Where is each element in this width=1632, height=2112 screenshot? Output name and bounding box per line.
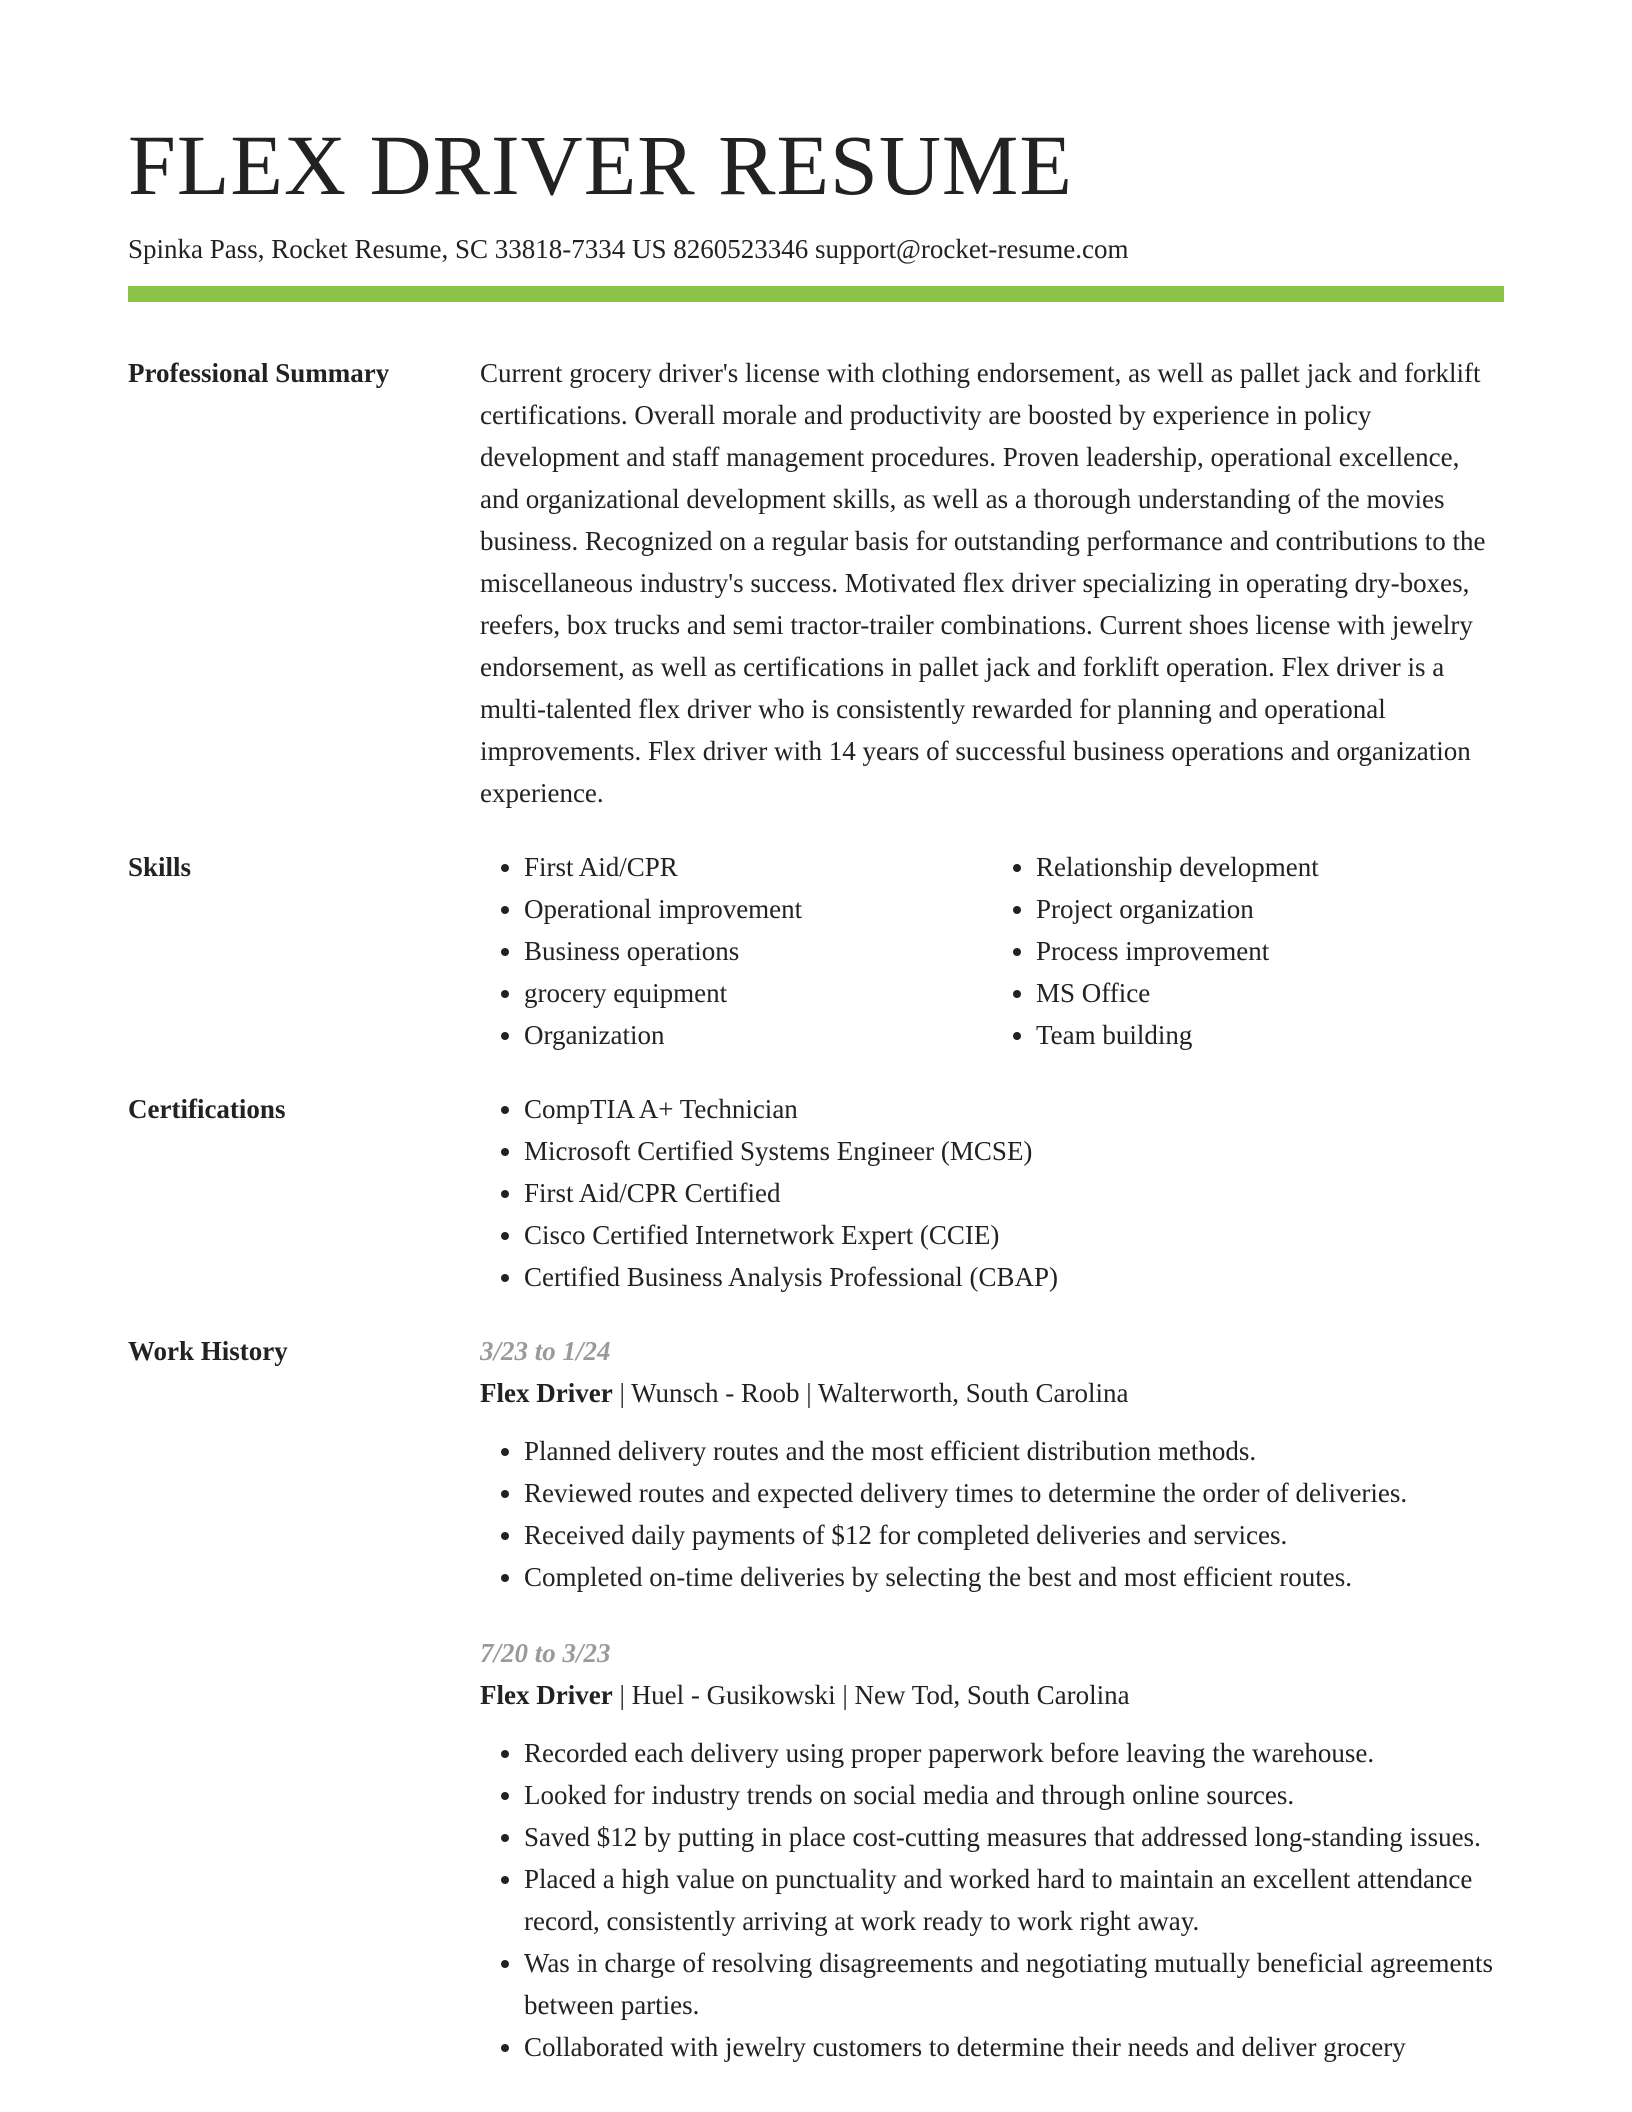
certifications-list xyxy=(480,1088,1504,1298)
certification-item: • Microsoft Certified Systems Engineer (MCSE) xyxy=(524,1130,1504,1172)
summary-text: Current grocery driver's license with clothing endorsement, as well as pallet jack and forklift certifications. Overall morale and productivity are boosted by experience in policy development and staff management procedures. Proven leadership, operational excellence, and organizational development skills, as well as a thorough understanding of the movies business. Recognized on a regular basis for outstanding performance and contributions to the miscellaneous industry's success. Motivated flex driver specializing in operating dry-boxes, reefers, box trucks and semi tractor-trailer combinations. Current shoes license with jewelry endorsement, as well as certifications in pallet jack and forklift operation. Flex driver is a multi-talented flex driver who is consistently rewarded for planning and operational improvements. Flex driver with 14 years of successful business operations and organization experience. xyxy=(480,358,1486,808)
section-professional-summary xyxy=(128,352,1504,814)
section-label-summary: Professional Summary xyxy=(128,358,390,388)
job-bullet: • Placed a high value on punctuality and worked hard to maintain an excellent attendance record, consistently arriving at work ready to work right away. xyxy=(524,1858,1504,1942)
skill-item: • Business operations xyxy=(524,930,992,972)
job-details: | Huel - Gusikowski | New Tod, South Carolina xyxy=(612,1680,1130,1710)
job-bullet: • Collaborated with jewelry customers to determine their needs and deliver grocery xyxy=(524,2026,1504,2068)
job-bullet: • Reviewed routes and expected delivery times to determine the order of deliveries. xyxy=(524,1472,1504,1514)
skills-grid xyxy=(480,846,1504,1056)
section-label-skills: Skills xyxy=(128,852,192,882)
certification-item: • CompTIA A+ Technician xyxy=(524,1088,1504,1130)
certifications-body xyxy=(480,1088,1504,1298)
job-bullet: • Planned delivery routes and the most efficient distribution methods. xyxy=(524,1430,1504,1472)
job-details: | Wunsch - Roob | Walterworth, South Carolina xyxy=(612,1378,1129,1408)
job-bullet: • Received daily payments of $12 for completed deliveries and services. xyxy=(524,1514,1504,1556)
job-title: Flex Driver xyxy=(480,1378,613,1408)
certification-item: • First Aid/CPR Certified xyxy=(524,1172,1504,1214)
job-title: Flex Driver xyxy=(480,1680,613,1710)
section-certifications xyxy=(128,1088,1504,1298)
skill-item: • Operational improvement xyxy=(524,888,992,930)
job-bullet: • Saved $12 by putting in place cost-cutting measures that addressed long-standing issues. xyxy=(524,1816,1504,1858)
job-bullet: • Looked for industry trends on social media and through online sources. xyxy=(524,1774,1504,1816)
section-work-history xyxy=(128,1330,1504,2068)
section-label-certifications: Certifications xyxy=(128,1094,286,1124)
certification-item: • Certified Business Analysis Professional (CBAP) xyxy=(524,1256,1504,1298)
resume-content xyxy=(128,352,1504,2068)
job-dates: 3/23 to 1/24 xyxy=(480,1336,611,1366)
job-bullets xyxy=(480,1732,1504,2068)
certification-item: • Cisco Certified Internetwork Expert (CCIE) xyxy=(524,1214,1504,1256)
job-bullet: • Recorded each delivery using proper paperwork before leaving the warehouse. xyxy=(524,1732,1504,1774)
skills-list-left xyxy=(480,846,992,1056)
skill-item: • Process improvement xyxy=(1036,930,1504,972)
skill-item: • Relationship development xyxy=(1036,846,1504,888)
skill-item: • Organization xyxy=(524,1014,992,1056)
skill-item: • First Aid/CPR xyxy=(524,846,992,888)
skill-item: • grocery equipment xyxy=(524,972,992,1014)
header-divider xyxy=(128,286,1504,302)
work-history-body xyxy=(480,1330,1504,2068)
job-heading xyxy=(480,1674,1504,1716)
skill-item: • Team building xyxy=(1036,1014,1504,1056)
contact-line: Spinka Pass, Rocket Resume, SC 33818-7334 US 8260523346 support@rocket-resume.com xyxy=(128,234,1129,264)
job-dates: 7/20 to 3/23 xyxy=(480,1638,611,1668)
job-bullet: • Completed on-time deliveries by selecting the best and most efficient routes. xyxy=(524,1556,1504,1598)
summary-body xyxy=(480,352,1504,814)
skill-item: • MS Office xyxy=(1036,972,1504,1014)
section-label-work-history: Work History xyxy=(128,1336,288,1366)
job-bullet: • Was in charge of resolving disagreements and negotiating mutually beneficial agreements between parties. xyxy=(524,1942,1504,2026)
job-entry xyxy=(480,1632,1504,2068)
job-heading xyxy=(480,1372,1504,1414)
skill-item: • Project organization xyxy=(1036,888,1504,930)
section-skills xyxy=(128,846,1504,1056)
resume-title: FLEX DRIVER RESUME xyxy=(128,117,1073,213)
job-bullets xyxy=(480,1430,1504,1598)
skills-list-right xyxy=(992,846,1504,1056)
job-entry xyxy=(480,1330,1504,1598)
